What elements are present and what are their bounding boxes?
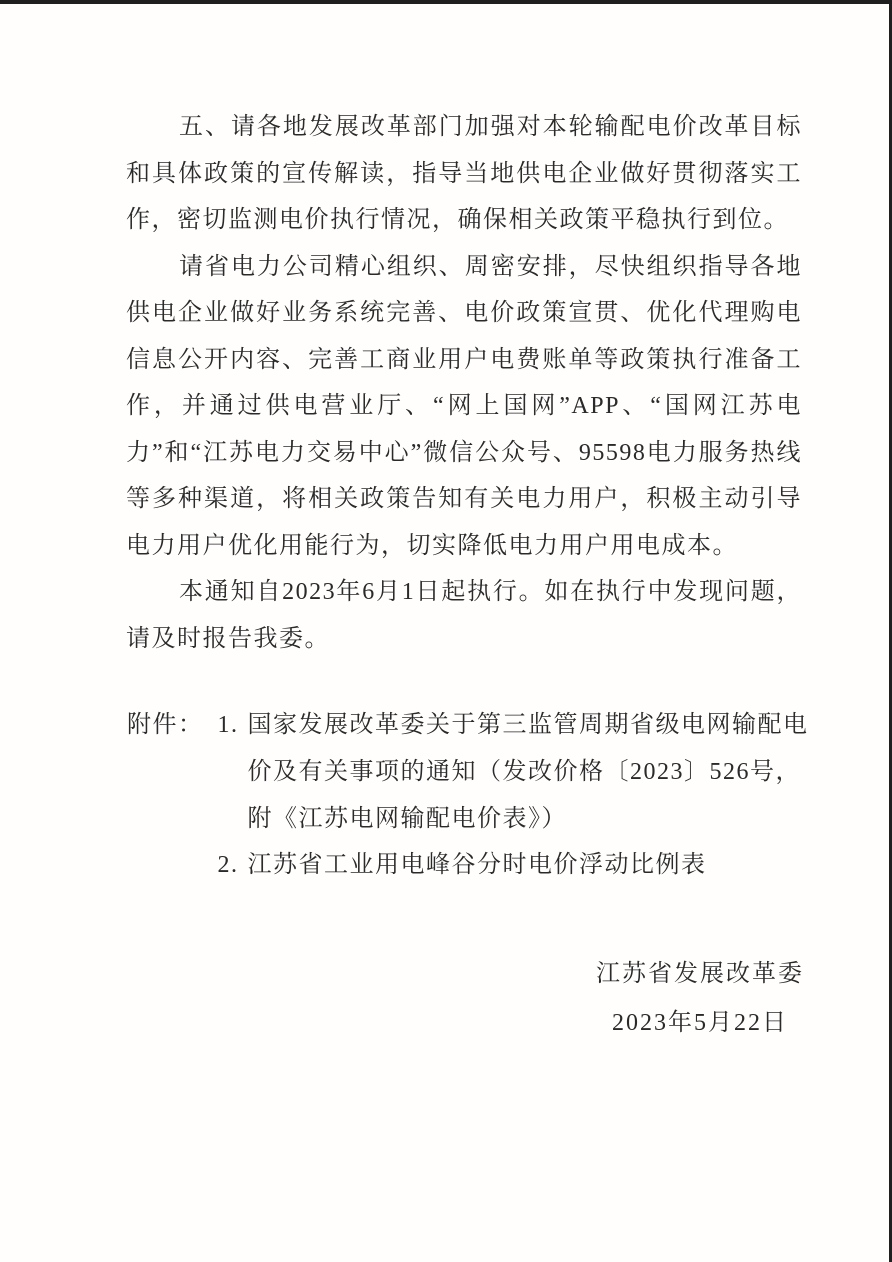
signature-date: 2023年5月22日 [612,1010,788,1036]
body-paragraph-2: 请省电力公司精心组织、周密安排，尽快组织指导各地供电企业做好业务系统完善、电价政策宣贯、优化代理购电信息公开内容、完善工商业用户电费账单等政策执行准备工作，并通过供电营业厅、“网上国网”APP、“国网江苏电力”和“江苏电力交易中心”微信公众号、95598电力服务热线等多种渠道，将相关政策告知有关电力用户，积极主动引导电力用户优化用能行为，切实降低电力用户用电成本。 [126,253,802,559]
attachment-item-1-number: 1. [217,712,239,738]
attachment-item-1-line-1: 国家发展改革委关于第三监管周期省级电网输配电 [247,712,809,738]
attachment-item-2 [218,842,809,889]
attachments-list [218,702,809,889]
attachment-item-1-line-3: 附《江苏电网输配电价表》） [247,805,567,832]
attachment-item-2-text [248,842,707,889]
attachment-item-1 [218,702,809,842]
scan-edge-top [0,0,892,4]
signature-agency: 江苏省发展改革委 [596,961,804,987]
body-paragraph-3: 本通知自2023年6月1日起执行。如在执行中发现问题，请及时报告我委。 [126,579,802,652]
body-paragraph-1: 五、请各地发展改革部门加强对本轮输配电价改革目标和具体政策的宣传解读，指导当地供电企业做好贯彻落实工作，密切监测电价执行情况，确保相关政策平稳执行到位。 [126,114,802,233]
attachments-label: 附件： [127,712,204,738]
signature-block [596,950,804,1048]
attachment-item-2-line-1: 江苏省工业用电峰谷分时电价浮动比例表 [247,852,707,879]
attachments-section [127,702,809,889]
attachment-item-1-line-2: 价及有关事项的通知（发改价格〔2023〕526号， [247,758,801,785]
document-body [126,104,802,662]
attachment-item-1-text [248,702,809,842]
attachment-item-2-number: 2. [217,852,239,879]
